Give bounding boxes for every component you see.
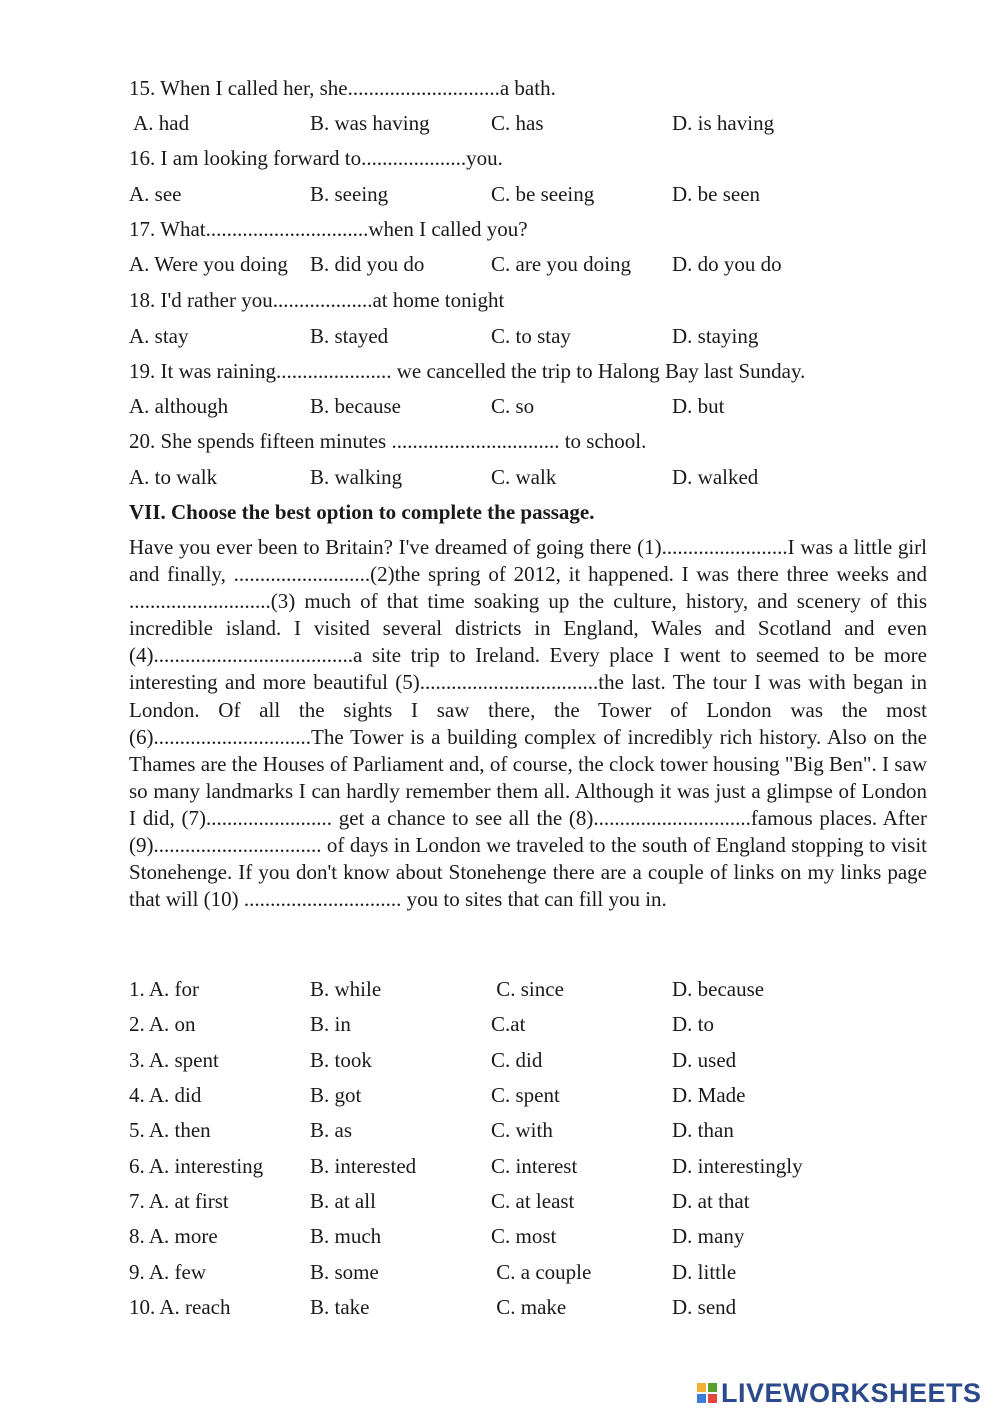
option-c[interactable]: C. interest [491,1154,578,1178]
question-options [129,462,929,492]
option-a[interactable]: 4. A. did [129,1083,202,1107]
option-a[interactable]: 1. A. for [129,977,199,1001]
option-a[interactable]: A. had [129,111,190,135]
option-d[interactable]: D. little [672,1260,737,1284]
answer-row-7 [129,1186,929,1216]
question-stem: 17. What...............................when I called you? [129,217,528,241]
logo-text: LIVEWORKSHEETS [721,1377,982,1408]
option-b[interactable]: B. seeing [310,182,389,206]
liveworksheets-logo [697,1376,982,1410]
option-b[interactable]: B. take [310,1295,370,1319]
option-c[interactable]: C. with [491,1118,553,1142]
option-b[interactable]: B. some [310,1260,379,1284]
option-c[interactable]: C. did [491,1048,543,1072]
option-d[interactable]: D. but [672,394,725,418]
option-b[interactable]: B. because [310,394,401,418]
option-a[interactable]: 6. A. interesting [129,1154,264,1178]
question-options [129,179,929,209]
option-a[interactable]: A. although [129,394,229,418]
option-d[interactable]: D. send [672,1295,737,1319]
option-c[interactable]: C.at [491,1012,526,1036]
option-a[interactable]: A. Were you doing [129,252,288,276]
option-d[interactable]: D. walked [672,465,759,489]
option-a[interactable]: 3. A. spent [129,1048,219,1072]
option-b[interactable]: B. interested [310,1154,417,1178]
question-options [129,249,929,279]
answer-row-10 [129,1292,929,1322]
option-b[interactable]: B. as [310,1118,352,1142]
logo-square-1 [697,1383,706,1392]
question-stem: 19. It was raining...................... we cancelled the trip to Halong Bay last Sunday. [129,359,806,383]
answer-row-3 [129,1045,929,1075]
option-c[interactable]: C. make [491,1295,567,1319]
option-b[interactable]: B. did you do [310,252,425,276]
option-b[interactable]: B. in [310,1012,351,1036]
option-d[interactable]: D. do you do [672,252,782,276]
question-options [129,391,929,421]
option-c[interactable]: C. most [491,1224,557,1248]
question-options [129,108,929,138]
option-c[interactable]: C. at least [491,1189,575,1213]
answer-row-6 [129,1151,929,1181]
section-heading: VII. Choose the best option to complete the passage. [129,500,595,524]
option-b[interactable]: B. walking [310,465,403,489]
option-a[interactable]: A. see [129,182,182,206]
option-a[interactable]: 8. A. more [129,1224,218,1248]
option-c[interactable]: C. since [491,977,564,1001]
question-stem: 20. She spends fifteen minutes ................................ to school. [129,429,647,453]
answer-row-9 [129,1257,929,1287]
option-b[interactable]: B. was having [310,111,430,135]
logo-mark-icon [697,1383,717,1403]
option-a[interactable]: 5. A. then [129,1118,211,1142]
option-c[interactable]: C. has [491,111,544,135]
answer-row-5 [129,1115,929,1145]
answer-row-4 [129,1080,929,1110]
logo-square-2 [708,1383,717,1392]
answer-row-8 [129,1221,929,1251]
option-c[interactable]: C. so [491,394,535,418]
option-b[interactable]: B. took [310,1048,372,1072]
option-a[interactable]: 7. A. at first [129,1189,229,1213]
answer-row-1 [129,974,929,1004]
logo-square-3 [697,1394,706,1403]
option-c[interactable]: C. are you doing [491,252,631,276]
option-b[interactable]: B. got [310,1083,362,1107]
option-d[interactable]: D. at that [672,1189,750,1213]
option-c[interactable]: C. spent [491,1083,560,1107]
option-a[interactable]: 9. A. few [129,1260,206,1284]
logo-square-4 [708,1394,717,1403]
option-c[interactable]: C. to stay [491,324,571,348]
option-a[interactable]: 10. A. reach [129,1295,231,1319]
question-stem: 18. I'd rather you...................at home tonight [129,288,505,312]
option-d[interactable]: D. is having [672,111,775,135]
option-c[interactable]: C. a couple [491,1260,592,1284]
option-d[interactable]: D. many [672,1224,745,1248]
option-d[interactable]: D. staying [672,324,759,348]
option-d[interactable]: D. be seen [672,182,761,206]
option-a[interactable]: A. stay [129,324,189,348]
option-d[interactable]: D. because [672,977,765,1001]
option-c[interactable]: C. walk [491,465,557,489]
answer-row-2 [129,1009,929,1039]
option-d[interactable]: D. used [672,1048,737,1072]
option-b[interactable]: B. at all [310,1189,376,1213]
option-d[interactable]: D. than [672,1118,734,1142]
option-a[interactable]: 2. A. on [129,1012,196,1036]
option-d[interactable]: D. to [672,1012,714,1036]
option-b[interactable]: B. while [310,977,382,1001]
option-d[interactable]: D. Made [672,1083,746,1107]
option-d[interactable]: D. interestingly [672,1154,803,1178]
option-c[interactable]: C. be seeing [491,182,595,206]
question-options [129,321,929,351]
cloze-passage: Have you ever been to Britain? I've dreamed of going there (1)........................I was a little girl and finally, ..........................(2)the spring of 2012, it happened. I was there three weeks and ...........................(3) much of that time soaking up the culture, history, and scenery of this incredible island. I visited several districts in England, Wales and Scotland and even (4)......................................a site trip to Ireland. Every place I went to seemed to be more interesting and more beautiful (5)..................................the last. The tour I was with began in London. Of all the sights I saw there, the Tower of London was the most (6)..............................The Tower is a building complex of incredibly rich history. Also on the Thames are the Houses of Parliament and, of course, the clock tower housing "Big Ben". I saw so many landmarks I can hardly remember them all. Although it was just a glimpse of London I did, (7)........................ get a chance to see all the (8)..............................famous places. After (9)................................ of days in London we traveled to the south of England stopping to visit Stonehenge. If you don't know about Stonehenge there are a couple of links on my links page that will (10) .............................. you to sites that can fill you in. [129,535,927,912]
option-b[interactable]: B. much [310,1224,382,1248]
question-stem: 15. When I called her, she.............................a bath. [129,76,556,100]
option-a[interactable]: A. to walk [129,465,218,489]
question-stem: 16. I am looking forward to....................you. [129,146,503,170]
option-b[interactable]: B. stayed [310,324,389,348]
